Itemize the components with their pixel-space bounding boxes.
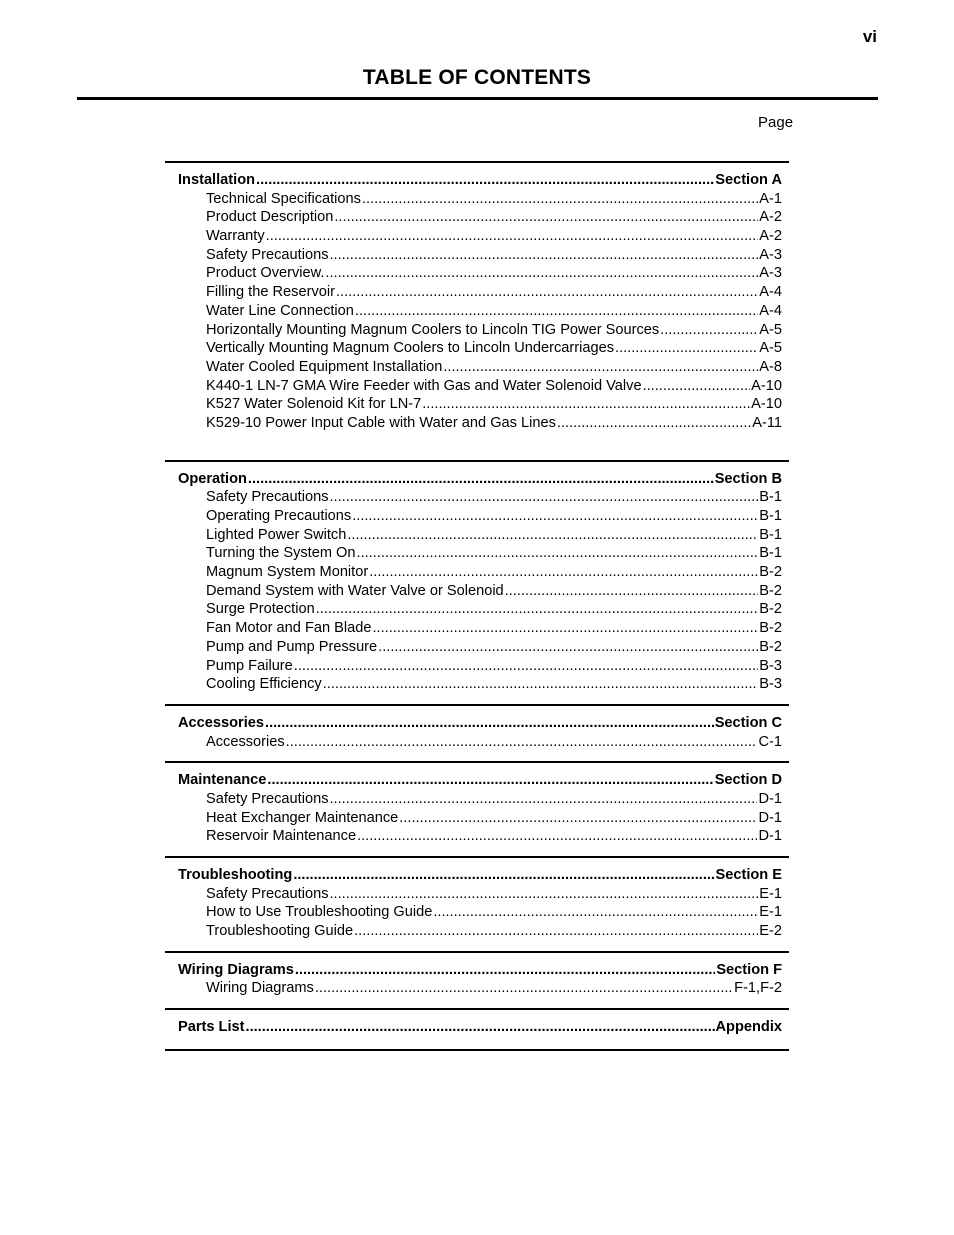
toc-section-heading[interactable]	[165, 866, 789, 885]
toc-entry[interactable]	[165, 358, 789, 377]
entry-label: K527 Water Solenoid Kit for LN-7	[206, 396, 422, 413]
section-title: Troubleshooting	[178, 867, 293, 883]
toc-entry[interactable]	[165, 246, 789, 265]
entry-label: Accessories	[206, 733, 285, 750]
entry-page: A-5	[759, 321, 782, 338]
entry-label: Safety Precautions	[206, 885, 329, 902]
entry-label: Warranty	[206, 228, 265, 245]
dot-leader	[399, 809, 757, 828]
entry-page: E-1	[759, 885, 782, 902]
dot-leader	[373, 619, 759, 638]
entry-page: B-1	[759, 489, 782, 506]
toc-section-operation	[165, 460, 789, 704]
dot-leader	[557, 414, 751, 433]
toc-entry[interactable]	[165, 733, 789, 752]
dot-leader	[505, 582, 759, 601]
entry-page: E-1	[759, 904, 782, 921]
dot-leader	[323, 675, 759, 694]
toc-entry[interactable]	[165, 283, 789, 302]
toc-section-parts-list	[165, 1008, 789, 1051]
entry-label: Pump and Pump Pressure	[206, 638, 378, 655]
entry-page: F-1,F-2	[734, 980, 782, 997]
toc-entry[interactable]	[165, 582, 789, 601]
toc-section-heading[interactable]	[165, 171, 789, 190]
toc-entry[interactable]	[165, 208, 789, 227]
dot-leader	[643, 377, 751, 396]
entry-page: A-4	[759, 302, 782, 319]
toc-entry[interactable]	[165, 190, 789, 209]
section-title: Accessories	[178, 714, 265, 731]
section-ref: Section A	[715, 172, 782, 188]
section-ref: Section B	[714, 470, 782, 487]
dot-leader	[293, 866, 714, 885]
dot-leader	[357, 544, 759, 563]
dot-leader	[246, 1018, 715, 1037]
dot-leader	[330, 488, 759, 507]
entry-page: D-1	[758, 809, 782, 826]
entry-page: D-1	[758, 828, 782, 845]
section-ref: Section D	[714, 772, 782, 789]
entry-page: B-1	[759, 508, 782, 524]
toc-entry[interactable]	[165, 321, 789, 340]
entry-page: B-2	[759, 620, 782, 637]
entry-page: B-3	[759, 676, 782, 693]
entry-page: B-1	[759, 545, 782, 562]
entry-label: Magnum System Monitor	[206, 564, 369, 581]
entry-label: Reservoir Maintenance	[206, 828, 357, 845]
entry-page: A-4	[759, 284, 782, 301]
entry-label: Pump Failure	[206, 657, 293, 674]
entry-page: A-1	[759, 190, 782, 207]
toc-section-heading[interactable]	[165, 771, 789, 790]
entry-label: Fan Motor and Fan Blade	[206, 620, 372, 637]
toc-entry[interactable]	[165, 264, 789, 283]
entry-label: Demand System with Water Valve or Solenoid	[206, 582, 504, 599]
toc-entry[interactable]	[165, 600, 789, 619]
entry-label: Safety Precautions	[206, 790, 329, 807]
dot-leader	[443, 358, 758, 377]
toc-entry[interactable]	[165, 657, 789, 676]
page-column-label: Page	[758, 114, 794, 131]
entry-page: A-2	[759, 209, 782, 226]
entry-page: A-5	[759, 340, 782, 357]
entry-label: Filling the Reservoir	[206, 284, 335, 301]
dot-leader	[325, 264, 758, 283]
entry-page: E-2	[759, 923, 782, 940]
entry-label: Water Cooled Equipment Installation	[206, 358, 443, 375]
entry-page: B-2	[759, 582, 782, 599]
dot-leader	[294, 657, 758, 676]
toc-entry[interactable]	[165, 885, 789, 904]
entry-label: K529-10 Power Input Cable with Water and Gas Lines	[206, 414, 556, 431]
entry-page: A-11	[752, 414, 782, 431]
entry-page: A-3	[759, 265, 782, 282]
dot-leader	[362, 190, 758, 209]
dot-leader	[378, 638, 758, 657]
entry-label: K440-1 LN-7 GMA Wire Feeder with Gas and Water Solenoid Valve	[206, 377, 642, 394]
dot-leader	[433, 903, 758, 922]
toc-entry[interactable]	[165, 414, 789, 433]
entry-page: A-3	[759, 246, 782, 263]
section-ref: Section C	[714, 714, 782, 731]
toc-section-heading[interactable]	[165, 714, 789, 733]
toc-entry[interactable]	[165, 339, 789, 358]
toc-section-troubleshooting	[165, 856, 789, 951]
dot-leader	[256, 171, 714, 190]
section-title: Wiring Diagrams	[178, 961, 294, 978]
toc-entry[interactable]	[165, 227, 789, 246]
toc-entry[interactable]	[165, 979, 789, 998]
toc-entry[interactable]	[165, 922, 789, 941]
toc-section-installation	[165, 161, 789, 460]
dot-leader	[660, 321, 758, 340]
dot-leader	[355, 302, 758, 321]
entry-label: Lighted Power Switch	[206, 526, 347, 543]
entry-label: Vertically Mounting Magnum Coolers to Lincoln Undercarriages	[206, 340, 615, 357]
toc-entry[interactable]	[165, 675, 789, 694]
toc-section-heading[interactable]	[165, 470, 789, 489]
toc-entry[interactable]	[165, 395, 789, 414]
dot-leader	[352, 507, 758, 526]
toc-entry[interactable]	[165, 790, 789, 809]
dot-leader	[330, 246, 759, 265]
dot-leader	[248, 470, 714, 489]
entry-page: B-2	[759, 638, 782, 655]
title-rule	[77, 97, 878, 100]
entry-label: Horizontally Mounting Magnum Coolers to Lincoln TIG Power Sources	[206, 321, 660, 338]
toc-entry[interactable]	[165, 302, 789, 321]
entry-page: A-2	[759, 228, 782, 245]
entry-label: Safety Precautions	[206, 246, 329, 263]
toc-entry[interactable]	[165, 544, 789, 563]
entry-page: A-10	[751, 396, 782, 413]
entry-page: B-3	[759, 657, 782, 674]
entry-label: Operating Precautions	[206, 508, 352, 524]
toc-entry[interactable]	[165, 827, 789, 846]
page-number: vi	[862, 27, 877, 46]
entry-label: Troubleshooting Guide	[206, 923, 354, 940]
toc-entry[interactable]	[165, 563, 789, 582]
dot-leader	[286, 733, 758, 752]
toc-entry[interactable]	[165, 526, 789, 545]
section-title: Parts List	[178, 1019, 245, 1036]
dot-leader	[330, 790, 758, 809]
dot-leader	[334, 208, 758, 227]
toc-section-heading[interactable]	[165, 961, 789, 980]
dot-leader	[330, 885, 759, 904]
dot-leader	[357, 827, 757, 846]
toc-section-maintenance	[165, 761, 789, 856]
entry-page: A-8	[759, 358, 782, 375]
toc-entry[interactable]	[165, 903, 789, 922]
entry-label: Cooling Efficiency	[206, 676, 322, 693]
entry-label: Product Description	[206, 209, 334, 226]
section-ref: Section F	[716, 961, 782, 978]
entry-label: Wiring Diagrams	[206, 980, 314, 997]
toc-entry[interactable]	[165, 809, 789, 828]
entry-label: Water Line Connection	[206, 302, 354, 319]
entry-label: How to Use Troubleshooting Guide	[206, 904, 433, 921]
dot-leader	[422, 395, 750, 414]
entry-label: Safety Precautions	[206, 489, 329, 506]
dot-leader	[267, 771, 713, 790]
dot-leader	[266, 227, 759, 246]
toc-entry[interactable]	[165, 488, 789, 507]
table-of-contents	[165, 161, 789, 1051]
section-ref: Appendix	[715, 1019, 782, 1036]
dot-leader	[336, 283, 758, 302]
dot-leader	[265, 714, 714, 733]
toc-entry[interactable]	[165, 638, 789, 657]
dot-leader	[615, 339, 758, 358]
section-title: Operation	[178, 470, 247, 487]
entry-page: D-1	[758, 790, 782, 807]
toc-section-wiring-diagrams	[165, 951, 789, 1008]
dot-leader	[316, 600, 759, 619]
dot-leader	[354, 922, 758, 941]
section-title: Maintenance	[178, 772, 267, 789]
entry-page: B-2	[759, 601, 782, 618]
entry-label: Technical Specifications	[206, 190, 361, 207]
page-title: TABLE OF CONTENTS	[362, 66, 592, 89]
section-title: Installation	[178, 172, 256, 188]
dot-leader	[295, 961, 715, 980]
toc-section-accessories	[165, 704, 789, 761]
entry-label: Heat Exchanger Maintenance	[206, 809, 399, 826]
entry-page: B-1	[759, 526, 782, 543]
section-ref: Section E	[715, 867, 782, 883]
toc-entry[interactable]	[165, 619, 789, 638]
entry-page: B-2	[759, 564, 782, 581]
dot-leader	[369, 563, 758, 582]
toc-section-heading[interactable]	[165, 1018, 789, 1037]
entry-label: Product Overview.	[206, 265, 325, 282]
entry-label: Turning the System On	[206, 545, 356, 562]
dot-leader	[315, 979, 733, 998]
dot-leader	[347, 526, 758, 545]
entry-page: C-1	[758, 733, 782, 750]
toc-entry[interactable]	[165, 377, 789, 396]
entry-page: A-10	[751, 377, 782, 394]
toc-entry[interactable]	[165, 507, 789, 526]
entry-label: Surge Protection	[206, 601, 315, 618]
